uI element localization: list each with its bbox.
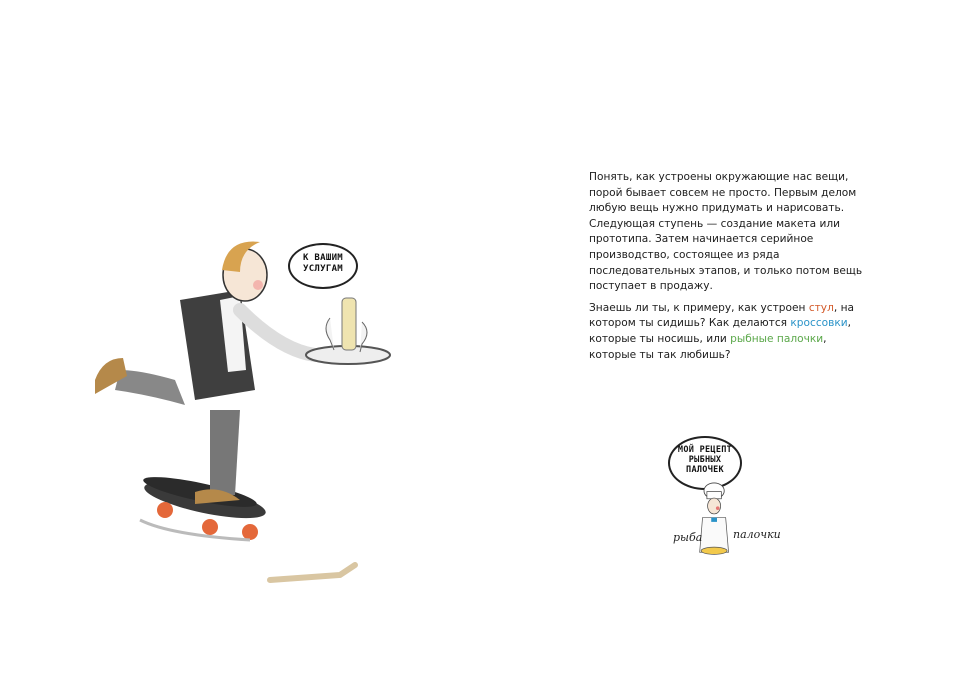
highlight-sneakers: кроссовки xyxy=(790,317,848,330)
intro-text xyxy=(589,170,871,369)
paragraph-1: Понять, как устроены окружающие нас вещи, порой бывает совсем не просто. Первым делом любую вещь нужно придумать и нарисовать. Следующая ступень — создание макета или прототипа. Затем начинается серийное производство, состоящее из ряда последовательных этапов, и только потом вещь поступает в продажу. xyxy=(589,171,863,293)
chef-label-fish: рыба xyxy=(673,531,703,544)
highlight-chair: стул xyxy=(808,301,834,314)
chef-speech-bubble: МОЙ РЕЦЕПТ РЫБНЫХ ПАЛОЧЕК xyxy=(668,436,742,490)
waiter-skateboard-illustration xyxy=(80,230,420,610)
paragraph-2: Знаешь ли ты, к примеру, как устроен стул, на котором ты сидишь? Как делаются кроссовки, которые ты носишь, или рыбные палочки, которые ты так любишь? xyxy=(589,301,855,361)
waiter-speech-bubble: К ВАШИМ УСЛУГАМ xyxy=(288,243,358,289)
chef-illustration xyxy=(660,480,800,610)
chef-label-sticks: палочки xyxy=(733,528,781,541)
highlight-fish-sticks: рыбные палочки xyxy=(730,332,824,345)
